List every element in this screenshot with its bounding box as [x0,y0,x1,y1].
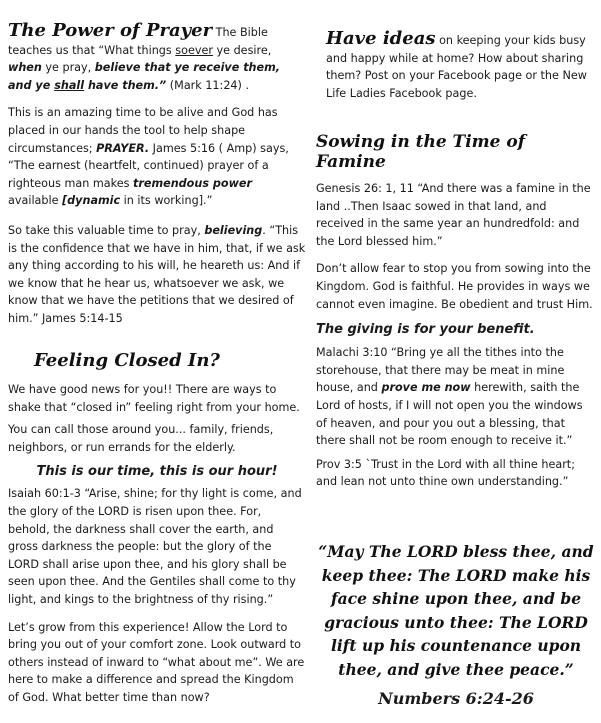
text-span: in its working].” [120,194,213,208]
blessing-reference: Numbers 6:24-26 [378,689,534,708]
closed-in-paragraph-2: You can call those around you... family, friends, neighbors, or run errands for the elderly. [8,423,274,454]
when-word: when [8,61,42,75]
sowing-section [316,132,596,491]
blessing-section [316,540,596,708]
soever-word: soever [175,43,213,57]
text-span: ye pray, [41,61,95,75]
closed-in-paragraph-1: We have good news for you!! There are ways to shake that “closed in” feeling right from your home. [8,383,300,414]
shall-word: shall [54,78,85,92]
malachi-passage [316,344,596,450]
text-span: on keeping your kids busy and happy while at home? How about sharing them? Post on your Facebook page or the New Life Ladies Facebook page. [326,34,587,100]
believe-phrase: believe that ye receive them, and ye [8,61,281,92]
power-of-prayer-paragraph-3 [8,222,306,328]
text-span: Malachi 3:10 “Bring ye all the tithes into the storehouse, that there may be meat in mine house, and [316,346,565,395]
have-ideas-section [326,30,598,102]
genesis-passage: Genesis 26: 1, 11 “And there was a famine in the land ..Then Isaac sowed in that land, and received in the same year an hundredfold: and the Lord blessed him.” [316,182,591,248]
blessing-quote: “May The LORD bless thee, and keep thee: The LORD make his face shine upon thee, and be gracious unto thee: The LORD lift up his countenance upon thee, and give thee peace.” [318,542,594,679]
have-phrase: have them.” [84,78,167,92]
feeling-closed-in-section [8,350,306,707]
text-span: This is an amazing time to be alive and God has placed in our hands the tool to help shape circumstances; [8,106,278,155]
text-span: available [8,194,63,208]
power-of-prayer-title: The Power of Prayer [8,20,213,41]
feeling-closed-in-title: Feeling Closed In? [34,350,220,371]
our-time-subheading: This is our time, this is our hour! [36,464,278,480]
text-span: herewith, saith the Lord of hosts, if I will not open you the windows of heaven, and pour you out a blessing, that there shall not be room enough to receive it.” [316,381,583,448]
power-of-prayer-intro [8,22,306,94]
believing-word: believing [204,223,263,237]
mark-reference: (Mark 11:24) . [166,78,250,92]
prayer-word: PRAYER. [96,141,150,155]
power-of-prayer-section [8,22,306,328]
dynamic-word: [dynamic [62,194,121,208]
have-ideas-title: Have ideas [326,28,436,49]
closed-in-paragraph-4: Let’s grow from this experience! Allow the Lord to bring you out of your comfort zone. Look outward to others instead of inward to “what about me”. We are here to make a difference and spread the Kingdom of God. What better time than now? [8,620,305,704]
sowing-title: Sowing in the Time of Famine [316,132,526,172]
power-of-prayer-paragraph-2 [8,104,306,210]
giving-subheading: The giving is for your benefit. [316,322,535,338]
have-ideas-text [326,30,598,102]
proverbs-passage: Prov 3:5 `Trust in the Lord with all thine heart; and lean not unto thine own understanding.” [316,457,575,489]
text-span: James 5:16 ( Amp) says, “The earnest (heartfelt, continued) prayer of a righteous man makes [8,141,289,190]
tremendous-power-phrase: tremendous power [133,176,253,190]
sowing-paragraph-2: Don’t allow fear to stop you from sowing into the Kingdom. God is faithful. He provides in ways we cannot even imagine. Be obedient and trust Him. [316,262,593,311]
text-span: So take this valuable time to pray, [8,223,205,237]
text-span: . “This is the confidence that we have in him, that, if we ask any thing according to his will, he heareth us: And if we know that he hear us, whatsoever we ask, we know that we have the petitions that we desired of him.” James 5:14-15 [8,223,306,325]
text-span: The Bible teaches us that “What things [8,26,268,57]
text-span: ye desire, [212,43,272,57]
isaiah-passage: Isaiah 60:1-3 “Arise, shine; for thy light is come, and the glory of the LORD is risen upon thee. For, behold, the darkness shall cover the earth, and gross darkness the people: but the glory of the LORD shall arise upon thee, and his glory shall be seen upon thee. And the Gentiles shall come to thy light, and kings to the brightness of thy rising.” [8,487,302,606]
prove-me-now-phrase: prove me now [381,381,471,395]
